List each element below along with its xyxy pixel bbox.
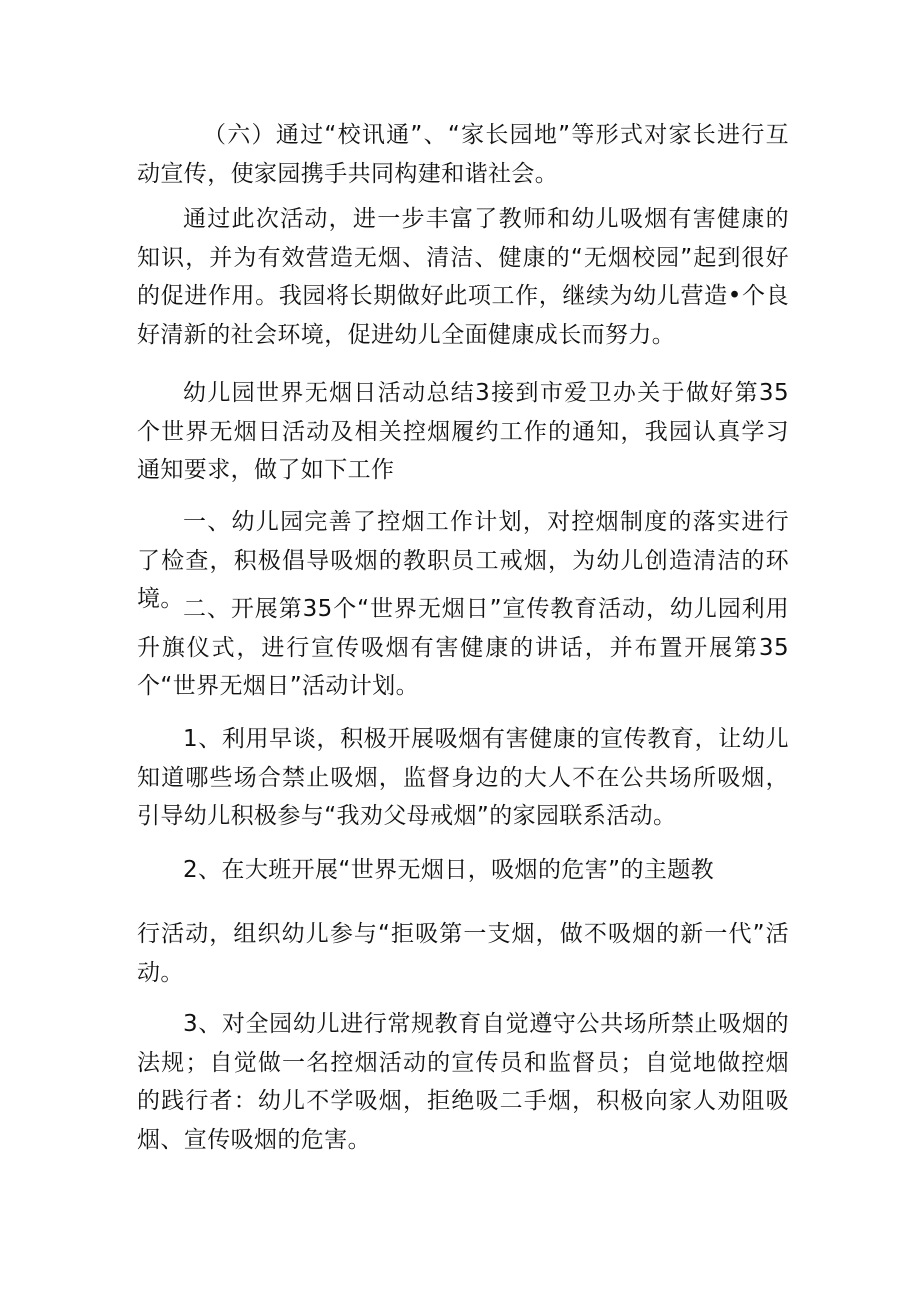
- paragraph-item-two: 二、开展第35个“世界无烟日”宣传教育活动，幼儿园利用升旗仪式，进行宣传吸烟有害健康的讲话，并布置开展第35个“世界无烟日”活动计划。: [137, 596, 789, 699]
- paragraph-subitem-2: 2、在大班开展“世界无烟日，吸烟的危害”的主题教: [183, 857, 715, 883]
- paragraph-parent-outreach: （六）通过“校讯通”、“家长园地”等形式对家长进行互动宣传，使家园携手共同构建和谐社会。: [137, 122, 789, 187]
- paragraph-subitem-3: 3、对全园幼儿进行常规教育自觉遵守公共场所禁止吸烟的法规；自觉做一名控烟活动的宣传员和监督员；自觉地做控烟的践行者：幼儿不学吸烟，拒绝吸二手烟，积极向家人劝阻吸烟、宣传吸烟的危害。: [137, 1011, 789, 1153]
- paragraph-item-one: 一、幼儿园完善了控烟工作计划，对控烟制度的落实进行了检查，积极倡导吸烟的教职员工戒烟，为幼儿创造清洁的环境。: [137, 509, 789, 612]
- paragraph-subitem-1: 1、利用早谈，积极开展吸烟有害健康的宣传教育，让幼儿知道哪些场合禁止吸烟，监督身边的大人不在公共场所吸烟，引导幼儿积极参与“我劝父母戒烟”的家园联系活动。: [137, 726, 789, 829]
- paragraph-activity-summary: 通过此次活动，进一步丰富了教师和幼儿吸烟有害健康的知识，并为有效营造无烟、清洁、健康的“无烟校园”起到很好的促进作用。我园将长期做好此项工作，继续为幼儿营造•个良好清新的社会环境，促进幼儿全面健康成长而努力。: [137, 206, 789, 348]
- paragraph-summary-3-intro: 幼儿园世界无烟日活动总结3接到市爱卫办关于做好第35个世界无烟日活动及相关控烟履约工作的通知，我园认真学习通知要求，做了如下工作: [137, 380, 789, 483]
- paragraph-subitem-2-continued: 行活动，组织幼儿参与“拒吸第一支烟，做不吸烟的新一代”活动。: [137, 921, 789, 986]
